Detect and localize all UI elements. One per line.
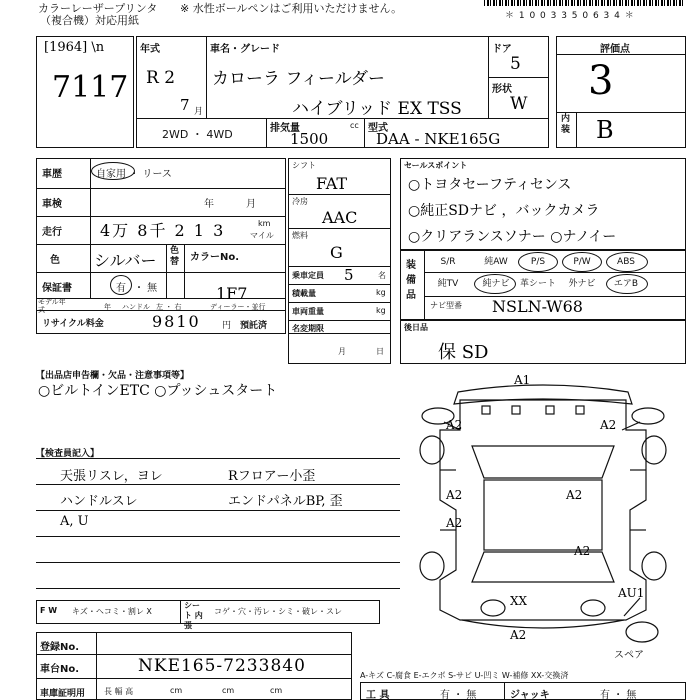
shaken-month: 月 <box>246 199 256 210</box>
warranty-label: 保証書 <box>42 283 72 294</box>
recycle-label: リサイクル料金 <box>42 319 104 329</box>
damage-xx: XX <box>510 594 528 608</box>
car-name: カローラ フィールダー <box>212 69 386 89</box>
cc-unit: cc <box>350 121 359 130</box>
door-label: ドア <box>492 44 512 55</box>
warranty-no: ・ 無 <box>134 283 158 294</box>
damage-a2-right: A2 <box>566 488 583 502</box>
color-no-label: カラーNo. <box>190 252 240 263</box>
equip-ps: P/S <box>530 257 546 267</box>
shape-label: 形状 <box>492 84 512 95</box>
fw-text: キズ・ヘコミ・割レ X <box>72 607 152 616</box>
expiry-day: 日 <box>376 347 384 356</box>
reg-no-label: 登録No. <box>40 642 80 653</box>
drive-type: 2WD ・ 4WD <box>162 128 233 141</box>
sales-points-label: セールスポイント <box>404 161 468 170</box>
handle-options: 左 ・ 右 <box>156 303 182 311</box>
name-label: 車名・グレード <box>210 44 280 55</box>
equip-navi: 純ナビ <box>482 279 510 289</box>
cooler-value: AAC <box>322 208 358 227</box>
history-selected-circle <box>91 162 135 180</box>
chassis-label: 車台No. <box>40 664 80 675</box>
damage-a2-rear-right: A2 <box>574 544 591 558</box>
color-value: シルバー <box>94 251 157 270</box>
inspector-left-3: A, U <box>60 514 89 529</box>
damage-a1-top: A1 <box>514 373 531 387</box>
model-value: DAA - NKE165G <box>376 130 501 148</box>
damage-a2-rear-left: A2 <box>446 516 463 530</box>
model-label: 型式 <box>368 123 388 134</box>
capacity-label: 乗車定員 <box>292 271 324 280</box>
car-damage-diagram <box>400 370 686 660</box>
interior-label: 内装 <box>561 114 571 135</box>
rating-label: 評価点 <box>600 44 630 55</box>
damage-code-legend: A-キズ C-腐食 E-エクボ S-サビ U-凹ミ W-補修 XX-交換済 <box>360 671 569 680</box>
fw-label: F W <box>40 606 58 615</box>
km-unit: km <box>258 219 271 228</box>
interior-grade: B <box>596 116 614 144</box>
expiry-month: 月 <box>338 347 346 356</box>
warranty-yes-circle <box>110 275 132 295</box>
tools-label: 工 具 <box>366 690 390 700</box>
history-label: 車歴 <box>42 169 62 180</box>
equip-pw: P/W <box>573 257 591 267</box>
model-year-label: モデル年式 <box>38 298 66 314</box>
mile-unit: マイル <box>250 231 274 240</box>
handle-label: ハンドル <box>122 303 150 311</box>
chassis-value: NKE165-7233840 <box>138 656 306 676</box>
equip-ext-navi: 外ナビ <box>568 279 596 289</box>
damage-a2-bottom: A2 <box>510 628 527 642</box>
displacement-label: 排気量 <box>270 123 300 134</box>
printer-note: カラーレーザープリンタ <box>38 2 158 15</box>
year-label: 年式 <box>140 44 160 55</box>
history-options: 自家用 ・ リース <box>96 169 172 180</box>
color-label: 色 <box>50 255 60 266</box>
equip-airbag: エアB <box>613 279 639 289</box>
garage-cert-sub: 長 幅 高 <box>104 687 134 696</box>
lot-number: 7117 <box>52 70 129 105</box>
equip-sr: S/R <box>440 257 456 267</box>
inspector-left-1: 天張リスレ，ヨレ <box>60 469 163 484</box>
displacement-value: 1500 <box>290 130 329 148</box>
load-unit: kg <box>376 288 386 297</box>
month-label: 月 <box>194 107 204 117</box>
weight-unit: kg <box>376 306 386 315</box>
damage-a2-left: A2 <box>446 488 463 502</box>
inspector-right-2: エンドパネルBP, 歪 <box>228 494 343 509</box>
shift-value: FAT <box>316 174 348 193</box>
spare-label: スペア <box>614 650 644 661</box>
inspector-right-1: Rフロアー小歪 <box>228 469 316 484</box>
rating-score: 3 <box>588 58 614 104</box>
color-change-label: 色替 <box>170 246 180 267</box>
load-label: 積載量 <box>292 289 316 298</box>
color-no-value: 1F7 <box>216 284 248 303</box>
damage-a2-front-right: A2 <box>600 418 617 432</box>
shape-value: W <box>510 94 528 114</box>
dealer-label: ディーラー・並行 <box>210 303 266 311</box>
shaken-year: 年 <box>204 199 214 210</box>
sales-point-3: ○クリアランスソナー ○ナノイー <box>408 229 617 245</box>
fuel-label: 燃料 <box>292 231 308 240</box>
garage-cert-label: 車庫証明用 <box>40 689 86 699</box>
shift-label: シフト <box>292 161 316 170</box>
equip-aw: 純AW <box>484 257 508 267</box>
cooler-label: 冷房 <box>292 197 308 206</box>
equip-leather: 革シート <box>519 279 556 289</box>
navi-model-value: NSLN-W68 <box>492 297 583 316</box>
tools-value: 有 ・ 無 <box>440 690 477 700</box>
exhibitor-note-label: 【出品店申告欄・欠品・注意事項等】 <box>36 371 190 381</box>
shaken-label: 車検 <box>42 199 62 210</box>
recycle-status: 預託済 <box>240 321 268 331</box>
navi-model-label: ナビ型番 <box>430 301 462 310</box>
seat-text: コゲ・穴・汚レ・シミ・破レ・スレ <box>214 607 342 616</box>
sales-point-2: ○純正SDナビ ，バックカメラ <box>408 203 600 219</box>
month-value: 7 <box>180 96 190 114</box>
equip-abs: ABS <box>617 257 635 267</box>
serial-number: ＊ 1 0 0 3 3 5 0 6 3 4 ＊ <box>505 11 635 21</box>
damage-a2-front-left: A2 <box>446 418 463 432</box>
capacity-value: 5 <box>344 266 354 284</box>
recycle-fee: 9810 <box>152 312 201 331</box>
cm-1: cm <box>170 686 183 695</box>
capacity-unit: 名 <box>378 271 386 280</box>
pen-warning: ※ 水性ボールペンはご利用いただけません。 <box>180 2 403 15</box>
inspector-label: 【検査員記入】 <box>36 449 100 459</box>
warranty-yes: 有 <box>116 283 126 294</box>
sales-point-1: ○トヨタセーフティセンス <box>408 177 572 193</box>
jack-value: 有 ・ 無 <box>600 690 637 700</box>
later-items-label: 後日品 <box>404 323 428 332</box>
exhibitor-note-text: ○ビルトインETC ○プッシュスタート <box>38 383 278 399</box>
car-grade: ハイブリッド EX TSS <box>292 99 462 119</box>
lot-bracket: [1964] \n <box>44 40 105 55</box>
expiry-label: 名変期限 <box>292 324 324 333</box>
recycle-unit: 円 <box>222 321 232 331</box>
seat-label: シート 内張 <box>184 601 203 630</box>
model-year-year: 年 <box>104 303 111 311</box>
equip-tv: 純TV <box>437 279 459 289</box>
weight-label: 車両重量 <box>292 307 324 316</box>
damage-au1: AU1 <box>618 586 645 600</box>
fuel-value: G <box>330 243 343 262</box>
jack-label: ジャッキ <box>510 690 550 700</box>
barcode <box>484 0 684 6</box>
year-value: R 2 <box>146 68 176 88</box>
cm-3: cm <box>270 686 283 695</box>
inspector-left-2: ハンドルスレ <box>60 494 138 509</box>
mileage-value: 4万 8千 2 1 3 <box>100 221 226 240</box>
door-value: 5 <box>510 54 521 74</box>
later-items-value: 保 SD <box>438 342 489 363</box>
mileage-label: 走行 <box>42 227 62 238</box>
paper-note: （複合機）対応用紙 <box>40 14 139 27</box>
cm-2: cm <box>222 686 235 695</box>
equipment-label: 装備品 <box>406 260 416 301</box>
